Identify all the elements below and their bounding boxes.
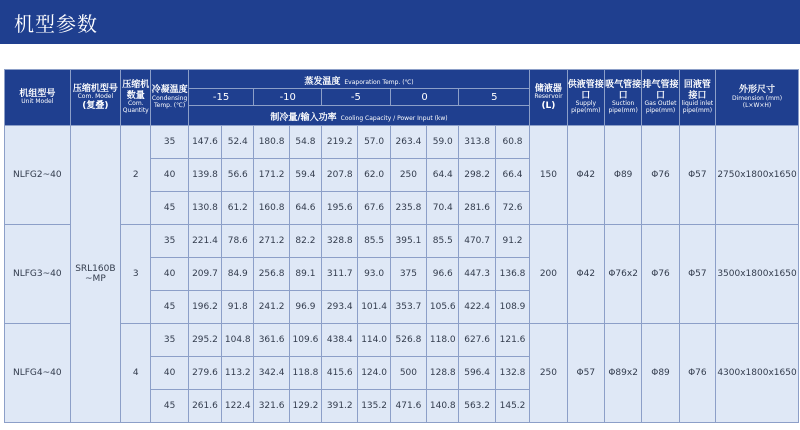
header-evaporation-temp: 蒸发温度 Evaporation Temp. (℃): [188, 70, 529, 89]
gas-outlet-pipe-cell: Φ89: [642, 323, 679, 422]
evap-temp-0: 0: [390, 89, 459, 106]
dimension-cell: 4300x1800x1650: [716, 323, 799, 422]
cooling-capacity-cell: 415.6: [322, 356, 358, 389]
cooling-capacity-cell: 471.6: [390, 389, 426, 422]
suction-pipe-cell: Φ76x2: [604, 224, 641, 323]
power-input-cell: 118.8: [289, 356, 321, 389]
condensing-temp-cell: 40: [151, 356, 188, 389]
cooling-capacity-cell: 563.2: [459, 389, 495, 422]
cooling-capacity-cell: 263.4: [390, 125, 426, 158]
power-input-cell: 70.4: [427, 191, 459, 224]
power-input-cell: 67.6: [358, 191, 390, 224]
cooling-capacity-cell: 130.8: [188, 191, 221, 224]
dimension-cell: 3500x1800x1650: [716, 224, 799, 323]
power-input-cell: 52.4: [222, 125, 254, 158]
header-gas-outlet-pipe: 排气管接口 Gas Outlet pipe(mm): [642, 70, 679, 126]
liquid-inlet-pipe-cell: Φ57: [679, 125, 715, 224]
power-input-cell: 72.6: [495, 191, 529, 224]
supply-pipe-cell: Φ42: [567, 224, 604, 323]
cooling-capacity-cell: 160.8: [254, 191, 289, 224]
dimension-cell: 2750x1800x1650: [716, 125, 799, 224]
power-input-cell: 66.4: [495, 158, 529, 191]
power-input-cell: 78.6: [222, 224, 254, 257]
power-input-cell: 118.0: [427, 323, 459, 356]
cooling-capacity-cell: 361.6: [254, 323, 289, 356]
suction-pipe-cell: Φ89: [604, 125, 641, 224]
suction-pipe-cell: Φ89x2: [604, 323, 641, 422]
power-input-cell: 105.6: [427, 290, 459, 323]
power-input-cell: 91.2: [495, 224, 529, 257]
cooling-capacity-cell: 139.8: [188, 158, 221, 191]
evap-temp-minus15: -15: [188, 89, 254, 106]
header-com-quantity: 压缩机数量 Com. Quantity: [121, 70, 151, 126]
cooling-capacity-cell: 526.8: [390, 323, 426, 356]
reservoir-cell: 250: [530, 323, 567, 422]
header-reservoir: 储液器 Reservoir (L): [530, 70, 567, 126]
cooling-capacity-cell: 195.6: [322, 191, 358, 224]
page-title: 机型参数: [14, 12, 98, 36]
power-input-cell: 62.0: [358, 158, 390, 191]
power-input-cell: 89.1: [289, 257, 321, 290]
evap-temp-5: 5: [459, 89, 530, 106]
reservoir-cell: 150: [530, 125, 567, 224]
power-input-cell: 135.2: [358, 389, 390, 422]
cooling-capacity-cell: 447.3: [459, 257, 495, 290]
cooling-capacity-cell: 261.6: [188, 389, 221, 422]
power-input-cell: 84.9: [222, 257, 254, 290]
cooling-capacity-cell: 313.8: [459, 125, 495, 158]
condensing-temp-cell: 35: [151, 323, 188, 356]
power-input-cell: 104.8: [222, 323, 254, 356]
unit-model-cell: NLFG4~40: [5, 323, 71, 422]
evap-temp-minus5: -5: [322, 89, 391, 106]
header-suction-pipe: 吸气管接口 Suction pipe(mm): [604, 70, 641, 126]
supply-pipe-cell: Φ42: [567, 125, 604, 224]
power-input-cell: 59.0: [427, 125, 459, 158]
cooling-capacity-cell: 256.8: [254, 257, 289, 290]
power-input-cell: 59.4: [289, 158, 321, 191]
cooling-capacity-cell: 250: [390, 158, 426, 191]
power-input-cell: 82.2: [289, 224, 321, 257]
cooling-capacity-cell: 438.4: [322, 323, 358, 356]
gas-outlet-pipe-cell: Φ76: [642, 125, 679, 224]
power-input-cell: 136.8: [495, 257, 529, 290]
power-input-cell: 121.6: [495, 323, 529, 356]
header-supply-pipe: 供液管接口 Supply pipe(mm): [567, 70, 604, 126]
power-input-cell: 145.2: [495, 389, 529, 422]
cooling-capacity-cell: 422.4: [459, 290, 495, 323]
power-input-cell: 124.0: [358, 356, 390, 389]
power-input-cell: 57.0: [358, 125, 390, 158]
table-row: [5, 224, 799, 257]
com-quantity-cell: 3: [121, 224, 151, 323]
power-input-cell: 93.0: [358, 257, 390, 290]
power-input-cell: 64.4: [427, 158, 459, 191]
header-cooling-capacity: 制冷量/输入功率 Cooling Capacity / Power Input (kw): [188, 106, 529, 125]
supply-pipe-cell: Φ57: [567, 323, 604, 422]
cooling-capacity-cell: 627.6: [459, 323, 495, 356]
unit-model-cell: NLFG3~40: [5, 224, 71, 323]
cooling-capacity-cell: 241.2: [254, 290, 289, 323]
header-unit-model: 机组型号 Unit Model: [5, 70, 71, 126]
cooling-capacity-cell: 342.4: [254, 356, 289, 389]
power-input-cell: 128.8: [427, 356, 459, 389]
power-input-cell: 61.2: [222, 191, 254, 224]
power-input-cell: 122.4: [222, 389, 254, 422]
condensing-temp-cell: 40: [151, 158, 188, 191]
cooling-capacity-cell: 293.4: [322, 290, 358, 323]
power-input-cell: 113.2: [222, 356, 254, 389]
cooling-capacity-cell: 196.2: [188, 290, 221, 323]
power-input-cell: 108.9: [495, 290, 529, 323]
header-condensing-temp: 冷凝温度 Condensing Temp. (℃): [151, 70, 188, 126]
cooling-capacity-cell: 219.2: [322, 125, 358, 158]
power-input-cell: 91.8: [222, 290, 254, 323]
power-input-cell: 85.5: [427, 224, 459, 257]
condensing-temp-cell: 40: [151, 257, 188, 290]
power-input-cell: 56.6: [222, 158, 254, 191]
condensing-temp-cell: 45: [151, 290, 188, 323]
power-input-cell: 96.6: [427, 257, 459, 290]
header-com-model: 压缩机型号 Com. Model (复叠): [70, 70, 120, 126]
cooling-capacity-cell: 470.7: [459, 224, 495, 257]
liquid-inlet-pipe-cell: Φ57: [679, 224, 715, 323]
power-input-cell: 129.2: [289, 389, 321, 422]
cooling-capacity-cell: 321.6: [254, 389, 289, 422]
cooling-capacity-cell: 596.4: [459, 356, 495, 389]
power-input-cell: 114.0: [358, 323, 390, 356]
power-input-cell: 101.4: [358, 290, 390, 323]
title-banner: [0, 0, 800, 44]
com-quantity-cell: 4: [121, 323, 151, 422]
cooling-capacity-cell: 395.1: [390, 224, 426, 257]
cooling-capacity-cell: 221.4: [188, 224, 221, 257]
reservoir-cell: 200: [530, 224, 567, 323]
cooling-capacity-cell: 391.2: [322, 389, 358, 422]
cooling-capacity-cell: 180.8: [254, 125, 289, 158]
cooling-capacity-cell: 235.8: [390, 191, 426, 224]
condensing-temp-cell: 45: [151, 389, 188, 422]
table-row: [5, 323, 799, 356]
cooling-capacity-cell: 279.6: [188, 356, 221, 389]
cooling-capacity-cell: 281.6: [459, 191, 495, 224]
model-parameter-table: [4, 69, 799, 423]
liquid-inlet-pipe-cell: Φ76: [679, 323, 715, 422]
unit-model-cell: NLFG2~40: [5, 125, 71, 224]
power-input-cell: 64.6: [289, 191, 321, 224]
cooling-capacity-cell: 298.2: [459, 158, 495, 191]
table-body: [5, 125, 799, 422]
gas-outlet-pipe-cell: Φ76: [642, 224, 679, 323]
cooling-capacity-cell: 209.7: [188, 257, 221, 290]
power-input-cell: 54.8: [289, 125, 321, 158]
condensing-temp-cell: 45: [151, 191, 188, 224]
cooling-capacity-cell: 295.2: [188, 323, 221, 356]
header-liquid-inlet-pipe: 回液管接口 liquid inlet pipe(mm): [679, 70, 715, 126]
cooling-capacity-cell: 311.7: [322, 257, 358, 290]
com-quantity-cell: 2: [121, 125, 151, 224]
power-input-cell: 140.8: [427, 389, 459, 422]
cooling-capacity-cell: 500: [390, 356, 426, 389]
com-model-cell: SRL160B ~MP: [70, 125, 120, 422]
power-input-cell: 109.6: [289, 323, 321, 356]
condensing-temp-cell: 35: [151, 224, 188, 257]
cooling-capacity-cell: 328.8: [322, 224, 358, 257]
table-row: [5, 125, 799, 158]
power-input-cell: 96.9: [289, 290, 321, 323]
cooling-capacity-cell: 271.2: [254, 224, 289, 257]
cooling-capacity-cell: 171.2: [254, 158, 289, 191]
evap-temp-minus10: -10: [254, 89, 322, 106]
cooling-capacity-cell: 353.7: [390, 290, 426, 323]
power-input-cell: 132.8: [495, 356, 529, 389]
power-input-cell: 85.5: [358, 224, 390, 257]
cooling-capacity-cell: 207.8: [322, 158, 358, 191]
condensing-temp-cell: 35: [151, 125, 188, 158]
cooling-capacity-cell: 147.6: [188, 125, 221, 158]
power-input-cell: 60.8: [495, 125, 529, 158]
cooling-capacity-cell: 375: [390, 257, 426, 290]
header-dimension: 外形尺寸 Dimension (mm) (L×W×H): [716, 70, 799, 126]
